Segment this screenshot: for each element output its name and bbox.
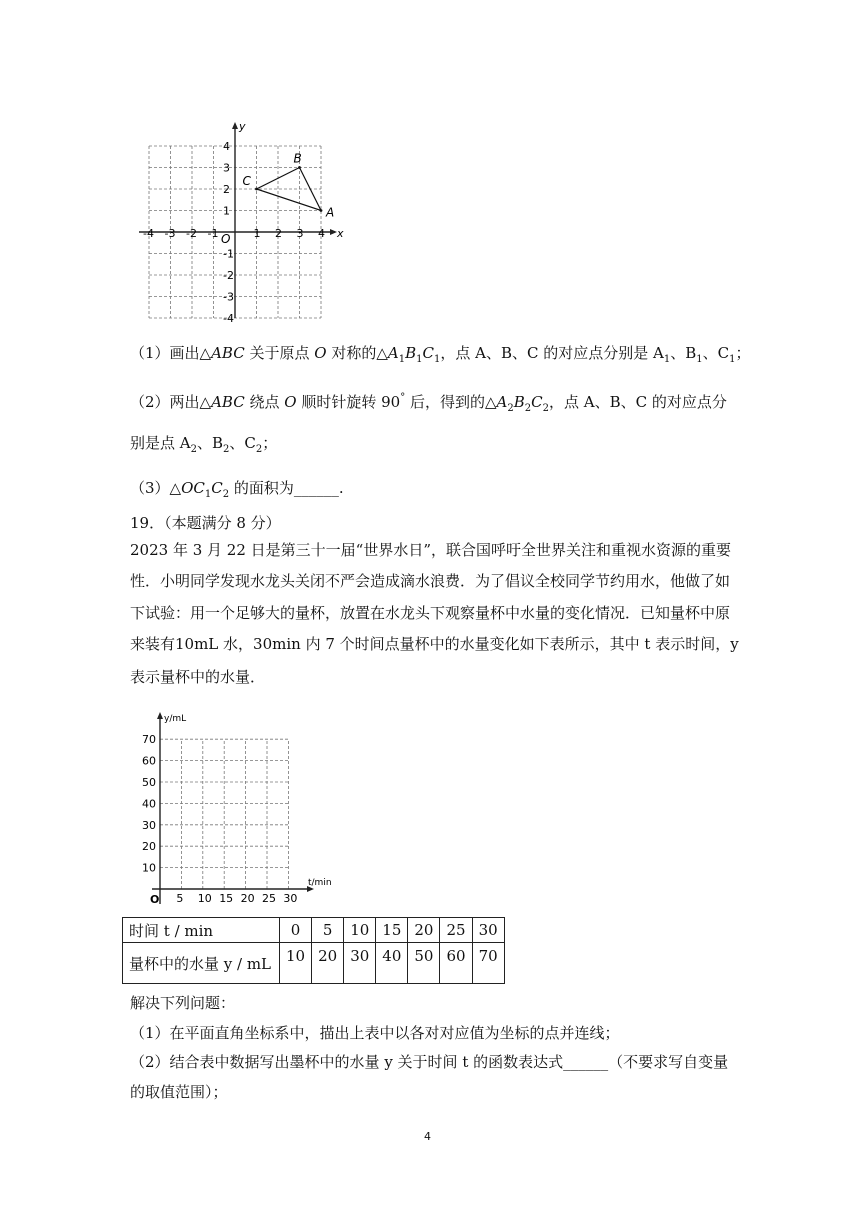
table-cell: 30 — [472, 918, 504, 943]
table-cell: 40 — [376, 943, 408, 984]
y-tick-label: -2 — [223, 269, 234, 282]
x-tick-label: 30 — [283, 892, 298, 905]
y-tick-label: 30 — [142, 818, 156, 832]
x-axis-arrow — [330, 229, 337, 235]
y-axis-label: y/mL — [164, 714, 187, 724]
x-tick-label: 25 — [262, 892, 276, 905]
t-axis-label: t/min — [308, 878, 332, 888]
x-tick-label: 10 — [197, 892, 212, 905]
x-tick-label: 1 — [253, 227, 261, 240]
x-tick-label: -2 — [186, 227, 197, 240]
row-header-time: 时间 t / min — [123, 918, 280, 943]
x-tick-label: -4 — [143, 227, 154, 240]
graph-grid-figure — [128, 706, 338, 912]
y-tick-label: 2 — [223, 183, 230, 196]
y-tick-label: 70 — [142, 733, 156, 747]
x-tick-label: 20 — [240, 892, 255, 905]
table-cell: 5 — [312, 918, 344, 943]
table-row — [123, 918, 505, 943]
vertex-point — [320, 209, 323, 212]
q18-part2-line1: （2）两出△ABC 绕点 O 顺时针旋转 90° 后，得到的$\triangle A_2B_2C_2$，点 A、B、C 的对应点分 — [130, 392, 727, 414]
vertex-label: B — [293, 151, 302, 166]
table-cell: 10 — [344, 918, 376, 943]
y-tick-label: 3 — [223, 161, 230, 175]
q19-para-line5: 表示量杯中的水量． — [130, 668, 266, 686]
y-axis-letter: y — [239, 120, 246, 133]
x-tick-label: 5 — [176, 892, 184, 905]
x-tick-label: 2 — [275, 227, 282, 240]
table-cell: 15 — [376, 918, 408, 943]
y-tick-label: 1 — [223, 204, 230, 218]
y-tick-label: -4 — [223, 312, 234, 323]
q19-para-line4: 来装有10mL 水，30min 内 7 个时间点量杯中的水量变化如下表所示，其中 t 表示时间，y — [130, 635, 739, 653]
q19-para-line1: 2023 年 3 月 22 日是第三十一届“世界水日”，联合国呼吁全世界关注和重视水资源的重要 — [130, 541, 731, 559]
x-tick-label: -3 — [164, 227, 176, 240]
data-table — [122, 917, 505, 984]
table-cell: 20 — [312, 943, 344, 984]
x-tick-label: 3 — [296, 227, 304, 240]
y-tick-label: 20 — [142, 840, 156, 854]
y-tick-label: 50 — [142, 776, 156, 789]
q19-header: 19．（本题满分 8 分） — [130, 514, 281, 532]
x-tick-label: 4 — [318, 227, 325, 240]
table-row — [123, 943, 505, 984]
y-tick-label: 40 — [142, 797, 156, 811]
row-header-volume: 量杯中的水量 y / mL — [123, 943, 280, 984]
vertex-label: A — [326, 205, 335, 220]
table-cell: 25 — [440, 918, 472, 943]
table-cell: 10 — [280, 943, 312, 984]
page-number: 4 — [424, 1130, 431, 1143]
q19-para-line2: 性．小明同学发现水龙头关闭不严会造成滴水浪费．为了倡议全校同学节约用水，他做了如 — [130, 572, 731, 590]
y-tick-label: -3 — [223, 290, 234, 304]
q18-part3: $(3)\triangle OC_1C_2$ 的面积为______. — [130, 479, 344, 500]
table-cell: 60 — [440, 943, 472, 984]
x-tick-label: -1 — [207, 227, 219, 240]
origin-label: O — [150, 893, 160, 906]
table-cell: 20 — [408, 918, 440, 943]
y-tick-label: 10 — [142, 861, 156, 875]
figure-axes — [139, 120, 344, 318]
y-tick-label: -1 — [223, 247, 234, 261]
table-cell: 70 — [472, 943, 504, 984]
q18-part2-line2: 别是点 $A_2$、$B_2$、$C_2$； — [130, 434, 278, 455]
q19-sub1: （1）在平面直角坐标系中，描出上表中以各对对应值为坐标的点并连线； — [130, 1024, 620, 1042]
table-cell: 0 — [280, 918, 312, 943]
table-cell: 30 — [344, 943, 376, 984]
y-tick-label: 60 — [142, 754, 156, 768]
coordinate-figure — [135, 118, 350, 323]
graph-tick-labels — [142, 733, 297, 905]
y-tick-label: 4 — [223, 140, 230, 153]
q19-sub2-line2: 的取值范围）； — [130, 1083, 228, 1101]
vertex-point — [298, 166, 301, 169]
y-axis-arrow — [157, 712, 163, 719]
origin-label: O — [221, 232, 231, 246]
q19-para-line3: 下试验：用一个足够大的量杯，放置在水龙头下观察量杯中水量的变化情况．已知量杯中原 — [130, 604, 731, 622]
graph-grid — [160, 739, 288, 889]
solve-header: 解决下列问题： — [130, 994, 236, 1012]
table-cell: 50 — [408, 943, 440, 984]
x-axis-letter: x — [337, 227, 344, 240]
vertex-label: C — [242, 174, 251, 188]
vertex-point — [255, 188, 258, 191]
y-axis-arrow — [232, 122, 238, 129]
x-tick-label: 15 — [219, 892, 234, 905]
q19-sub2-line1: （2）结合表中数据写出墨杯中的水量 y 关于时间 t 的函数表达式______（不要求写自变量 — [130, 1053, 729, 1071]
q18-part1: （1）画出△ABC 关于原点 O 对称的$\triangle A_1B_1C_1$，点 A、B、C 的对应点分别是 $A_1$、$B_1$、$C_1$； — [130, 344, 751, 365]
